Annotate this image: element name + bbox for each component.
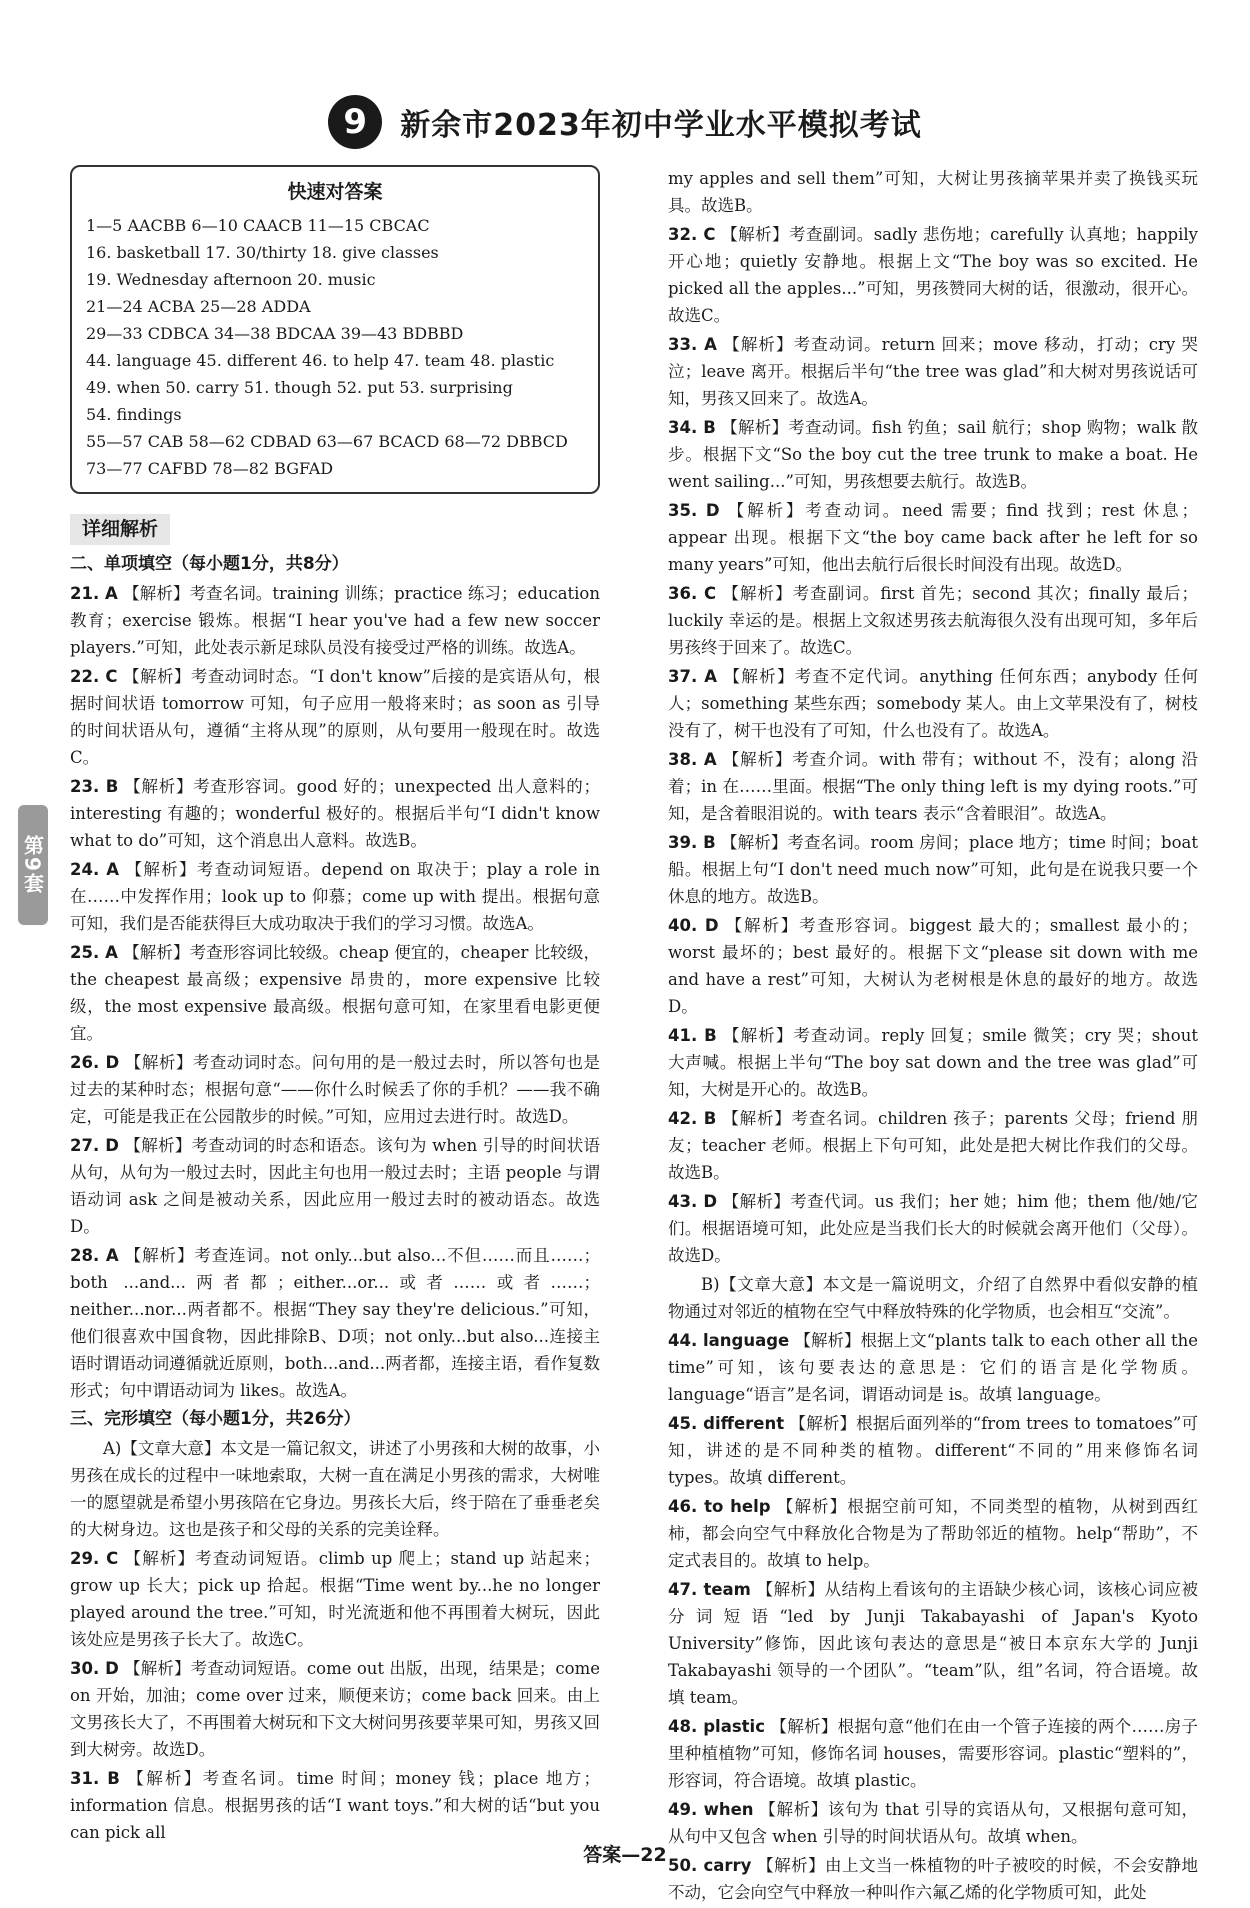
part3-items-left (70, 1545, 600, 1846)
question-number: 49. when (668, 1800, 754, 1819)
explanation-text: 【解析】考查名词。room 房间；place 地方；time 时间；boat 船。根据上句“I don't need much now”可知，此句是在说我只要一个休息的地方。故选B。 (668, 833, 1198, 906)
quick-answer-row: 55—57 CAB 58—62 CDBAD 63—67 BCACD 68—72 DBBCD (86, 432, 568, 451)
question-number: 46. to help (668, 1497, 771, 1516)
question-number: 41. B (668, 1026, 717, 1045)
question-number: 50. carry (668, 1856, 752, 1875)
quick-answer-row: 16. basketball 17. 30/thirty 18. give classes (86, 243, 439, 262)
explanation-item (668, 1105, 1198, 1186)
explanation-text: 【解析】考查动词短语。climb up 爬上；stand up 站起来；grow up 长大；pick up 拾起。根据“Time went by...he no longer played around the tree.”可知，时光流逝和他不再围着大树玩，因此该处应是男孩子长大了。故选C。 (70, 1549, 600, 1649)
quick-answer-row: 1—5 AACBB 6—10 CAACB 11—15 CBCAC (86, 216, 430, 235)
explanation-text: 【解析】根据空前可知，不同类型的植物，从树到西红柿，都会向空气中释放化合物是为了帮助邻近的植物。help“帮助”，不定式表目的。故填 to help。 (668, 1497, 1198, 1570)
quick-answer-row: 29—33 CDBCA 34—38 BDCAA 39—43 BDBBD (86, 324, 464, 343)
explanation-item (70, 1132, 600, 1240)
page-footer: 答案—22 (583, 1844, 667, 1866)
question-number: 36. C (668, 584, 717, 603)
explanation-text: 【解析】根据后面列举的“from trees to tomatoes”可知，讲述的是不同种类的植物。different“不同的”用来修饰名词 types。故填 different。 (668, 1414, 1198, 1487)
explanation-text: 【解析】考查连词。not only...but also...不但……而且……；both ...and...两者都；either...or...或者……或者……；neither...nor...两者都不。根据“They say they're delicious.”可知，他们很喜欢中国食物，因此排除B、D项；not only...but also...连接主语时谓语动词遵循就近原则，both...and...两者都，连接主语，看作复数形式；句中谓语动词为 likes。故选A。 (70, 1246, 601, 1400)
quick-answer-row: 44. language 45. different 46. to help 47. team 48. plastic (86, 351, 555, 370)
explanation-text: 【解析】考查动词短语。come out 出版，出现，结果是；come on 开始，加油；come over 过来，顺便来访；come back 回来。由上文男孩长大了，不再围着大树玩和下文大树问男孩要苹果可知，男孩又回到大树旁。故选D。 (70, 1659, 601, 1759)
explanation-text: 【解析】考查动词。fish 钓鱼；sail 航行；shop 购物；walk 散步。根据下文“So the boy cut the tree trunk to make a boat. He went sailing...”可知，男孩想要去航行。故选B。 (668, 418, 1198, 491)
quick-answer-row: 19. Wednesday afternoon 20. music (86, 270, 376, 289)
explanation-item (70, 1655, 600, 1763)
explanation-text: 【解析】考查动词时态。问句用的是一般过去时，所以答句也是过去的某种时态；根据句意“——你什么时候丢了你的手机？——我不确定，可能是我正在公园散步的时候。”可知，应用过去进行时。故选D。 (70, 1053, 600, 1126)
quick-answer-row: 49. when 50. carry 51. though 52. put 53. surprising (86, 378, 513, 397)
explanation-item (668, 1410, 1198, 1491)
explanation-item (70, 1545, 600, 1653)
explanation-text: 【解析】由上文当一株植物的叶子被咬的时候，不会安静地不动，它会向空气中释放一种叫作六氟乙烯的化学物质可知，此处 (668, 1856, 1199, 1902)
explanation-item (668, 746, 1198, 827)
explanation-item (668, 414, 1198, 495)
quick-answer-heading: 快速对答案 (287, 181, 383, 203)
question-number: 24. A (70, 860, 120, 879)
question-number: 33. A (668, 335, 717, 354)
explanation-text: 【解析】考查副词。first 首先；second 其次；finally 最后；luckily 幸运的是。根据上文叙述男孩去航海很久没有出现可知，多年后男孩终于回来了。故选C。 (668, 584, 1198, 657)
part3-intro-b: B)【文章大意】本文是一篇说明文，介绍了自然界中看似安静的植物通过对邻近的植物在空气中释放特殊的化学物质，也会相互“交流”。 (668, 1275, 1198, 1321)
explanation-item (668, 331, 1198, 412)
explanation-text: 【解析】考查副词。sadly 悲伤地；carefully 认真地；happily 开心地；quietly 安静地。根据上文“The boy was so excited. He picked all the apples...”可知，男孩赞同大树的话，很激动，很开心。故选C。 (668, 225, 1198, 325)
question-number: 39. B (668, 833, 716, 852)
explanation-item (668, 829, 1198, 910)
explanation-item (70, 939, 600, 1047)
explanation-text: 【解析】考查动词短语。depend on 取决于；play a role in 在……中发挥作用；look up to 仰慕；come up with 提出。根据句意可知，我们是否能获得巨大成功取决于我们的学习习惯。故选A。 (70, 860, 600, 933)
set-number-badge: 9 (328, 95, 382, 149)
quick-answer-box (70, 165, 600, 494)
right-lead-text: my apples and sell them”可知，大树让男孩摘苹果并卖了换钱买玩具。故选B。 (668, 169, 1198, 215)
explanation-item (70, 663, 600, 771)
question-number: 42. B (668, 1109, 717, 1128)
question-number: 21. A (70, 584, 118, 603)
quick-answer-row: 54. findings (86, 405, 182, 424)
explanation-item (668, 1188, 1198, 1269)
question-number: 29. C (70, 1549, 119, 1568)
question-number: 32. C (668, 225, 716, 244)
explanation-item (668, 221, 1198, 329)
explanation-item (70, 1765, 600, 1846)
part2-items (70, 580, 600, 1404)
left-column (70, 165, 600, 1848)
question-number: 26. D (70, 1053, 120, 1072)
question-number: 37. A (668, 667, 718, 686)
question-number: 43. D (668, 1192, 718, 1211)
detail-section-title: 详细解析 (70, 514, 170, 545)
explanation-item (668, 1713, 1198, 1794)
explanation-text: 【解析】考查动词。return 回来；move 移动，打动；cry 哭泣；leave 离开。根据后半句“the tree was glad”和大树对男孩说话可知，男孩又回来了。故选A。 (668, 335, 1199, 408)
explanation-text: 【解析】考查动词时态。“I don't know”后接的是宾语从句，根据时间状语 tomorrow 可知，句子应用一般将来时；as soon as 引导的时间状语从句，遵循“主将从现”的原则，从句要用一般现在时。故选C。 (70, 667, 600, 767)
part3-title: 三、完形填空（每小题1分，共26分） (70, 1409, 361, 1429)
side-tab-set-label: 第9套 (18, 805, 48, 925)
quick-answer-row: 73—77 CAFBD 78—82 BGFAD (86, 459, 334, 478)
part3-intro: A)【文章大意】本文是一篇记叙文，讲述了小男孩和大树的故事，小男孩在成长的过程中一味地索取，大树一直在满足小男孩的需求，大树唯一的愿望就是希望小男孩陪在它身边。男孩长大后，终于陪在了垂垂老矣的大树身边。这也是孩子和父母的关系的完美诠释。 (70, 1439, 600, 1539)
explanation-text: 【解析】根据上文“plants talk to each other all the time”可知，该句要表达的意思是：它们的语言是化学物质。language“语言”是名词，谓语动词是 is。故填 language。 (668, 1331, 1198, 1404)
explanation-text: 【解析】考查名词。children 孩子；parents 父母；friend 朋友；teacher 老师。根据上下句可知，此处是把大树比作我们的父母。故选B。 (668, 1109, 1199, 1182)
quick-answer-rows (86, 212, 584, 482)
explanation-item (668, 1576, 1198, 1711)
right-column (668, 165, 1198, 1908)
question-number: 47. team (668, 1580, 751, 1599)
question-number: 28. A (70, 1246, 119, 1265)
explanation-item (70, 773, 600, 854)
part3-items-b (668, 1327, 1198, 1906)
page-title: 新余市2023年初中学业水平模拟考试 (400, 108, 922, 143)
explanation-text: 【解析】考查介词。with 带有；without 不，没有；along 沿着；in 在……里面。根据“The only thing left is my dying roots.”可知，是含着眼泪说的。with tears 表示“含着眼泪”。故选A。 (668, 750, 1198, 823)
explanation-text: 【解析】从结构上看该句的主语缺少核心词，该核心词应被分词短语“led by Junji Takabayashi of Japan's Kyoto University”修饰，因此该句表达的意思是“被日本京东大学的 Junji Takabayashi 领导的一个团队”。“team”队，组”名词，符合语境。故填 team。 (668, 1580, 1198, 1707)
explanation-text: 【解析】该句为 that 引导的宾语从句，又根据句意可知，从句中又包含 when 引导的时间状语从句。故填 when。 (668, 1800, 1199, 1846)
question-number: 38. A (668, 750, 717, 769)
question-number: 30. D (70, 1659, 119, 1678)
explanation-item (668, 1493, 1198, 1574)
question-number: 31. B (70, 1769, 120, 1788)
explanation-text: 【解析】考查形容词。biggest 最大的；smallest 最小的；worst 最坏的；best 最好的。根据下文“please sit down with me and have a rest”可知，大树认为老树根是休息的最好的地方。故选D。 (668, 916, 1199, 1016)
explanation-text: 【解析】考查代词。us 我们；her 她；him 他；them 他/她/它们。根据语境可知，此处应是当我们长大的时候就会离开他们（父母）。故选D。 (668, 1192, 1198, 1265)
question-number: 40. D (668, 916, 719, 935)
question-number: 25. A (70, 943, 118, 962)
part2-title: 二、单项填空（每小题1分，共8分） (70, 554, 349, 574)
question-number: 44. language (668, 1331, 790, 1350)
explanation-item (70, 580, 600, 661)
question-number: 35. D (668, 501, 720, 520)
question-number: 23. B (70, 777, 119, 796)
explanation-item (70, 1242, 600, 1404)
explanation-item (668, 912, 1198, 1020)
explanation-text: 【解析】考查不定代词。anything 任何东西；anybody 任何人；something 某些东西；somebody 某人。由上文苹果没有了，树枝没有了，树干也没有了可知，什么也没有了。故选A。 (668, 667, 1199, 740)
explanation-text: 【解析】考查形容词。good 好的；unexpected 出人意料的；interesting 有趣的；wonderful 极好的。根据后半句“I didn't know what to do”可知，这个消息出人意料。故选B。 (70, 777, 600, 850)
part3-items-right (668, 221, 1198, 1269)
explanation-text: 【解析】考查动词的时态和语态。该句为 when 引导的时间状语从句，从句为一般过去时，因此主句也用一般过去时；主语 people 与谓语动词 ask 之间是被动关系，因此应用一般过去时的被动语态。故选D。 (70, 1136, 601, 1236)
page-header (0, 92, 1250, 152)
explanation-item (668, 1022, 1198, 1103)
question-number: 27. D (70, 1136, 119, 1155)
explanation-item (70, 856, 600, 937)
question-number: 34. B (668, 418, 716, 437)
question-number: 48. plastic (668, 1717, 765, 1736)
explanation-item (668, 1327, 1198, 1408)
quick-answer-row: 21—24 ACBA 25—28 ADDA (86, 297, 311, 316)
explanation-text: 【解析】根据句意“他们在由一个管子连接的两个……房子里种植植物”可知，修饰名词 houses，需要形容词。plastic“塑料的”，形容词，符合语境。故填 plastic。 (668, 1717, 1199, 1790)
explanation-item (668, 580, 1198, 661)
explanation-item (668, 663, 1198, 744)
explanation-item (668, 497, 1198, 578)
explanation-text: 【解析】考查动词。reply 回复；smile 微笑；cry 哭；shout 大声喊。根据上半句“The boy sat down and the tree was glad”可知，大树是开心的。故选B。 (668, 1026, 1198, 1099)
explanation-text: 【解析】考查形容词比较级。cheap 便宜的，cheaper 比较级，the cheapest 最高级；expensive 昂贵的，more expensive 比较级，the most expensive 最高级。根据句意可知，在家里看电影更便宜。 (70, 943, 600, 1043)
question-number: 22. C (70, 667, 118, 686)
explanation-item (70, 1049, 600, 1130)
explanation-text: 【解析】考查动词。need 需要；find 找到；rest 休息；appear 出现。根据下文“the boy came back after he left for so many years”可知，他出去航行后很长时间没有出现。故选D。 (668, 501, 1199, 574)
explanation-text: 【解析】考查名词。time 时间；money 钱；place 地方；information 信息。根据男孩的话“I want toys.”和大树的话“but you can pick all (70, 1769, 600, 1842)
question-number: 45. different (668, 1414, 785, 1433)
explanation-text: 【解析】考查名词。training 训练；practice 练习；education 教育；exercise 锻炼。根据“I hear you've had a few new soccer players.”可知，此处表示新足球队员没有接受过严格的训练。故选A。 (70, 584, 600, 657)
